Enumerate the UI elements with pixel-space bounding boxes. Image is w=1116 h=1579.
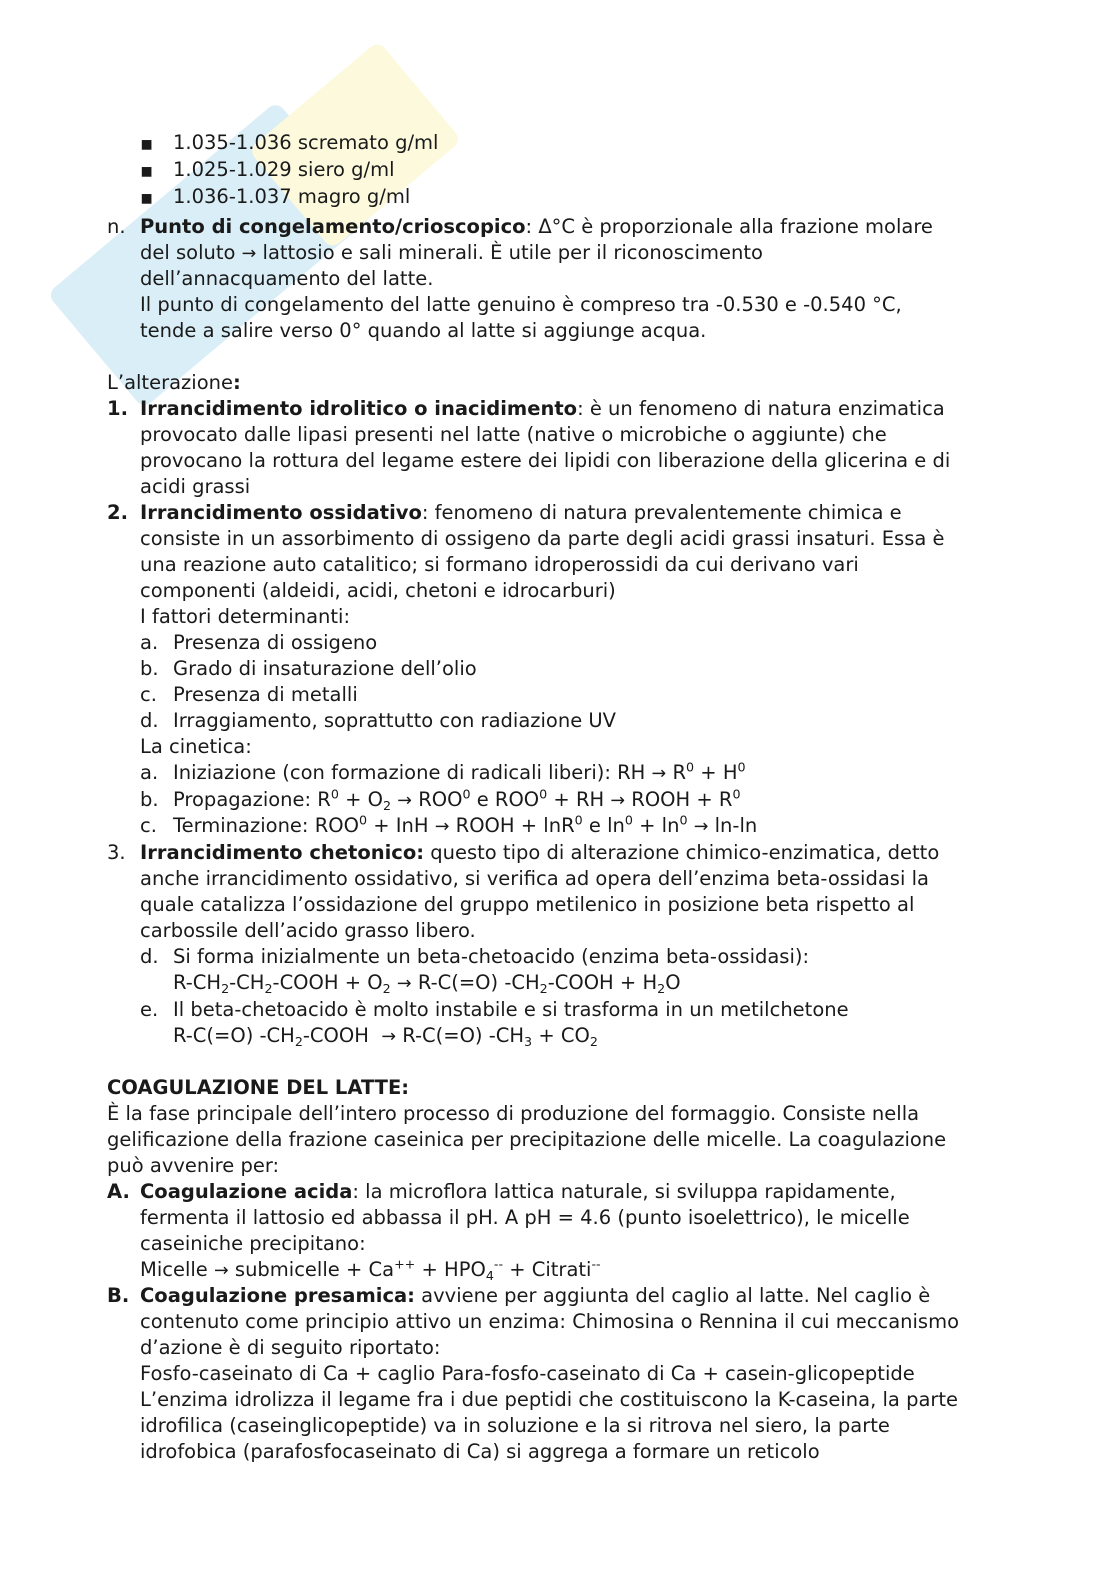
paragraph-line: può avvenire per: [107,1154,280,1177]
list-item: Presenza di ossigeno [173,631,378,654]
paragraph-line: È la fase principale dell’intero processo di produzione del formaggio. Consiste nella [107,1102,920,1125]
list-marker: B. [107,1284,130,1307]
paragraph-line: d’azione è di seguito riportato: [140,1336,441,1359]
list-marker: d. [140,945,159,968]
paragraph-line: provocato dalle lipasi presenti nel latte (native o microbiche o aggiunte) che [140,423,887,446]
formula-line: Propagazione: $R^0 + O_2 \to ROO^0$ e ROO$^0$ + RH → ROOH + $R^0$ [173,786,741,813]
arrow-icon: → [397,791,412,811]
paragraph-line: Il punto di congelamento del latte genuino è compreso tra -0.530 e -0.540 °C, [140,293,902,316]
arrow-icon: → [651,764,667,784]
arrow-icon: → [381,1027,397,1047]
paragraph-line: La cinetica: [140,735,252,758]
arrow-icon: → [396,974,412,994]
arrow-icon: → [214,1261,229,1281]
paragraph-line: caseiniche precipitano: [140,1232,366,1255]
paragraph-line: provocano la rottura del legame estere dei lipidi con liberazione della glicerina e di [140,449,951,472]
bullet-icon: ▪ [140,159,154,182]
paragraph-line: tende a salire verso 0° quando al latte si aggiunge acqua. [140,319,707,342]
term: Coagulazione presamica: [140,1284,415,1307]
arrow-icon: → [693,817,709,837]
paragraph-line: idrofobica (parafosfocaseinato di Ca) si aggrega a formare un reticolo [140,1440,820,1463]
list-marker: a. [140,631,159,654]
list-item: Presenza di metalli [173,683,358,706]
paragraph-line: una reazione auto catalitico; si formano idroperossidi da cui derivano vari [140,553,859,576]
paragraph-line: Coagulazione acida: la microflora lattica naturale, si sviluppa rapidamente, [140,1180,896,1203]
term: Irrancidimento ossidativo [140,501,422,524]
paragraph-line: Irrancidimento chetonico: questo tipo di alterazione chimico-enzimatica, detto [140,841,940,864]
bullet-icon: ▪ [140,186,154,209]
list-marker: c. [140,814,157,837]
formula-line: Micelle → submicelle + $Ca^{++} + HPO_4^{--}$ + Citrati-- [140,1256,601,1283]
paragraph-line: anche irrancidimento ossidativo, si verifica ad opera dell’enzima beta-ossidasi la [140,867,929,890]
paragraph-line: quale catalizza l’ossidazione del gruppo metilenico in posizione beta rispetto al [140,893,915,916]
term: Punto di congelamento/crioscopico [140,215,526,238]
term: Irrancidimento chetonico: [140,841,425,864]
density-item: 1.036-1.037 magro g/ml [173,185,411,208]
formula-line: $R-CH_2-CH_2$-COOH + $O_2 \to R-C(=O)$ $-CH_2$-COOH + $H_2O$ [173,971,681,996]
paragraph-line: fermenta il lattosio ed abbassa il pH. A pH = 4.6 (punto isoelettrico), le micelle [140,1206,910,1229]
paragraph-line: del soluto → lattosio e sali minerali. È utile per il riconoscimento [140,241,763,264]
density-item: 1.035-1.036 scremato g/ml [173,131,439,154]
paragraph-line: gelificazione della frazione caseinica per precipitazione delle micelle. La coagulazione [107,1128,947,1151]
list-item: Irraggiamento, soprattutto con radiazione UV [173,709,617,732]
paragraph-line: Irrancidimento ossidativo: fenomeno di natura prevalentemente chimica e [140,501,902,524]
paragraph-line: I fattori determinanti: [140,605,351,628]
list-item: Il beta-chetoacido è molto instabile e si trasforma in un metilchetone [173,998,849,1021]
paragraph-line: carbossile dell’acido grasso libero. [140,919,476,942]
paragraph-line: componenti (aldeidi, acidi, chetoni e idrocarburi) [140,579,616,602]
term: Coagulazione acida [140,1180,353,1203]
list-marker: 1. [107,397,128,420]
paragraph-line: Irrancidimento idrolitico o inacidimento: è un fenomeno di natura enzimatica [140,397,945,420]
list-marker: A. [107,1180,130,1203]
bullet-icon: ▪ [140,132,154,155]
formula-line: R-C(=O) $-CH_2$-COOH → R-C(=O) $-CH_3 + CO_2$ [173,1024,598,1049]
list-marker: c. [140,683,157,706]
list-marker: d. [140,709,159,732]
paragraph-line: Punto di congelamento/crioscopico: Δ°C è proporzionale alla frazione molare [140,215,933,238]
paragraph-line: acidi grassi [140,475,251,498]
section-heading: L’alterazione: [107,371,241,394]
term: Irrancidimento idrolitico o inacidimento [140,397,578,420]
list-marker: a. [140,761,159,784]
paragraph-line: dell’annacquamento del latte. [140,267,434,290]
arrow-icon: → [610,791,626,811]
list-marker: b. [140,788,159,811]
paragraph-line: consiste in un assorbimento di ossigeno da parte degli acidi grassi insaturi. Essa è [140,527,945,550]
formula-line: Terminazione: ROO$^0$ + InH → ROOH + lnR$^0$ e $\ln^0 + \ln^0 \to \ln-\ln$ [173,812,758,837]
density-item: 1.025-1.029 siero g/ml [173,158,395,181]
paragraph-line: contenuto come principio attivo un enzima: Chimosina o Rennina il cui meccanismo [140,1310,960,1333]
list-marker: b. [140,657,159,680]
paragraph-line: Fosfo-caseinato di Ca + caglio Para-fosfo-caseinato di Ca + casein-glicopeptide [140,1362,915,1385]
list-item: Si forma inizialmente un beta-chetoacido (enzima beta-ossidasi): [173,945,810,968]
paragraph-line: Coagulazione presamica: avviene per aggiunta del caglio al latte. Nel caglio è [140,1284,931,1307]
list-marker: e. [140,998,159,1021]
formula-line: Iniziazione (con formazione di radicali liberi): RH → $R^0 + H^0$ [173,759,746,784]
list-marker: 3. [107,841,126,864]
section-heading: COAGULAZIONE DEL LATTE: [107,1076,410,1099]
list-marker: n. [107,215,126,238]
arrow-icon: → [241,244,257,264]
list-marker: 2. [107,501,128,524]
arrow-icon: → [434,817,450,837]
paragraph-line: idrofilica (caseinglicopeptide) va in soluzione e la si ritrova nel siero, la parte [140,1414,890,1437]
paragraph-line: L’enzima idrolizza il legame fra i due peptidi che costituiscono la K-caseina, la parte [140,1388,959,1411]
list-item: Grado di insaturazione dell’olio [173,657,477,680]
